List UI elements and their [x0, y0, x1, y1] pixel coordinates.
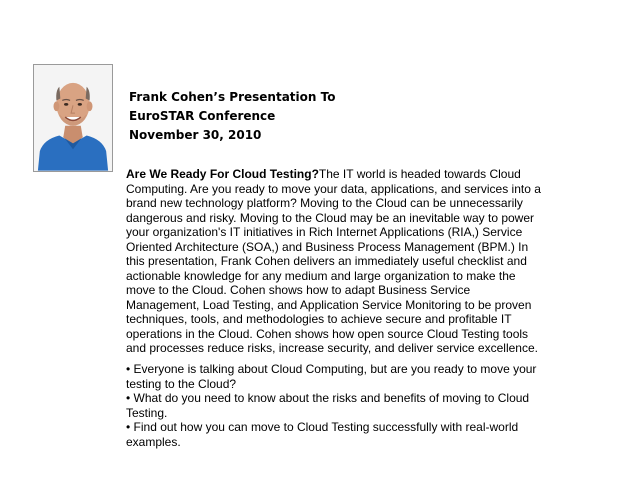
abstract-body: The IT world is headed towards Cloud Computing. Are you ready to move your data, applications, and services into a brand new technology platform? Moving to the Cloud can be unnecessarily dangerous and risky. Moving to the Cloud may be an inevitable way to power your organization's IT initiatives in Rich Internet Applications (RIA,) Service Oriented Architecture (SOA,) and Business Process Management (BPM.) In this presentation, Frank Cohen delivers an immediately useful checklist and actionable knowledge for any medium and large organization to make the move to the Cloud. Cohen shows how to adapt Business Service Management, Load Testing, and Application Service Monitoring to be proven techniques, tools, and methodologies to achieve secure and profitable IT operations in the Cloud. Cohen shows how open source Cloud Testing tools and processes reduce risks, increase security, and deliver service excellence. [126, 167, 541, 355]
bullet-list [126, 362, 546, 449]
bullet-item: • Find out how you can move to Cloud Testing successfully with real-world examples. [126, 420, 519, 449]
abstract-paragraph [126, 167, 546, 356]
bullet-item: • What do you need to know about the risks and benefits of moving to Cloud Testing. [126, 391, 530, 420]
title-date: November 30, 2010 [129, 128, 262, 142]
abstract-lead: Are We Ready For Cloud Testing? [126, 167, 319, 181]
title-line-2: EuroSTAR Conference [129, 109, 276, 123]
speaker-portrait-image [34, 65, 112, 171]
presentation-title [129, 88, 489, 145]
bullet-item: • Everyone is talking about Cloud Computing, but are you ready to move your testing to the Cloud? [126, 362, 537, 391]
title-line-1: Frank Cohen’s Presentation To [129, 90, 336, 104]
speaker-photo [33, 64, 113, 172]
